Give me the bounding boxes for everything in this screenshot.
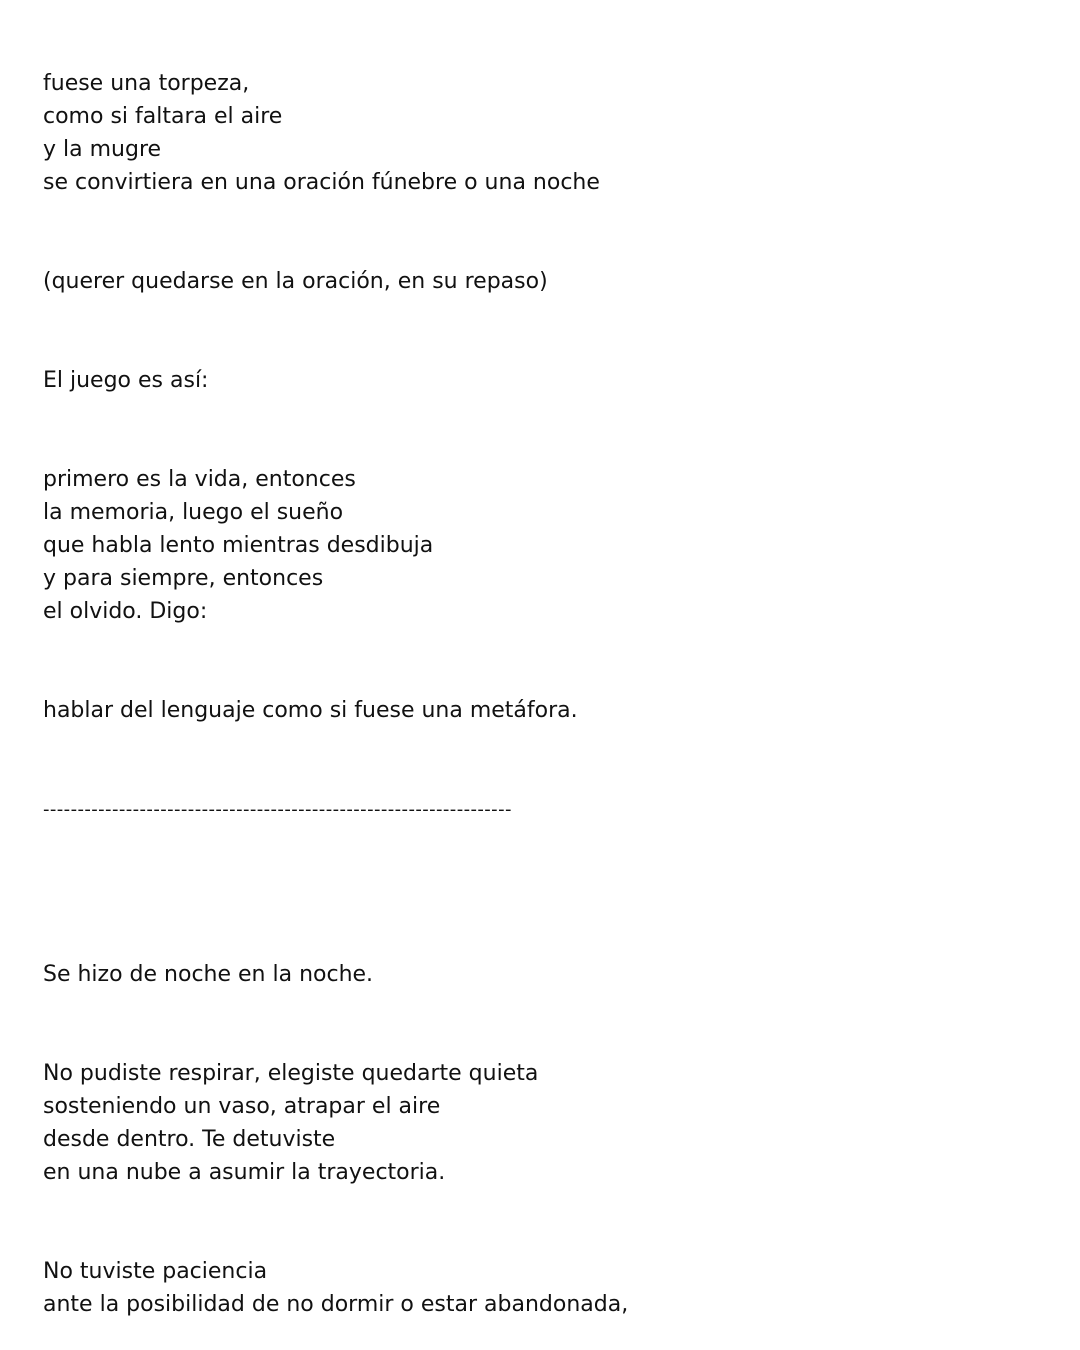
poem-line: y la mugre xyxy=(43,137,162,162)
poem-line: la memoria, luego el sueño xyxy=(43,500,344,525)
poem-line: desde dentro. Te detuviste xyxy=(43,1127,336,1152)
poem-line: y para siempre, entonces xyxy=(43,566,324,591)
poem-line: El juego es así: xyxy=(43,368,209,393)
poem-line: el olvido. Digo: xyxy=(43,599,208,624)
poem-line: como si faltara el aire xyxy=(43,104,283,129)
poem-line: hablar del lenguaje como si fuese una metáfora. xyxy=(43,698,578,723)
poem-line: No pudiste respirar, elegiste quedarte quieta xyxy=(43,1061,539,1086)
poem-line: primero es la vida, entonces xyxy=(43,467,356,492)
poem-line: se convirtiera en una oración fúnebre o una noche xyxy=(43,170,600,195)
poem-line: ante la posibilidad de no dormir o estar abandonada, xyxy=(43,1292,629,1317)
poem-line: sosteniendo un vaso, atrapar el aire xyxy=(43,1094,441,1119)
poem-line: (querer quedarse en la oración, en su repaso) xyxy=(43,269,548,294)
poem-line: fuese una torpeza, xyxy=(43,71,250,96)
poem-line: que habla lento mientras desdibuja xyxy=(43,533,434,558)
poem-line: Se hizo de noche en la noche. xyxy=(43,962,374,987)
section-separator: -------------------------------------------------------------------- xyxy=(43,799,512,820)
poem-line: No tuviste paciencia xyxy=(43,1259,268,1284)
poem-line: en una nube a asumir la trayectoria. xyxy=(43,1160,446,1185)
